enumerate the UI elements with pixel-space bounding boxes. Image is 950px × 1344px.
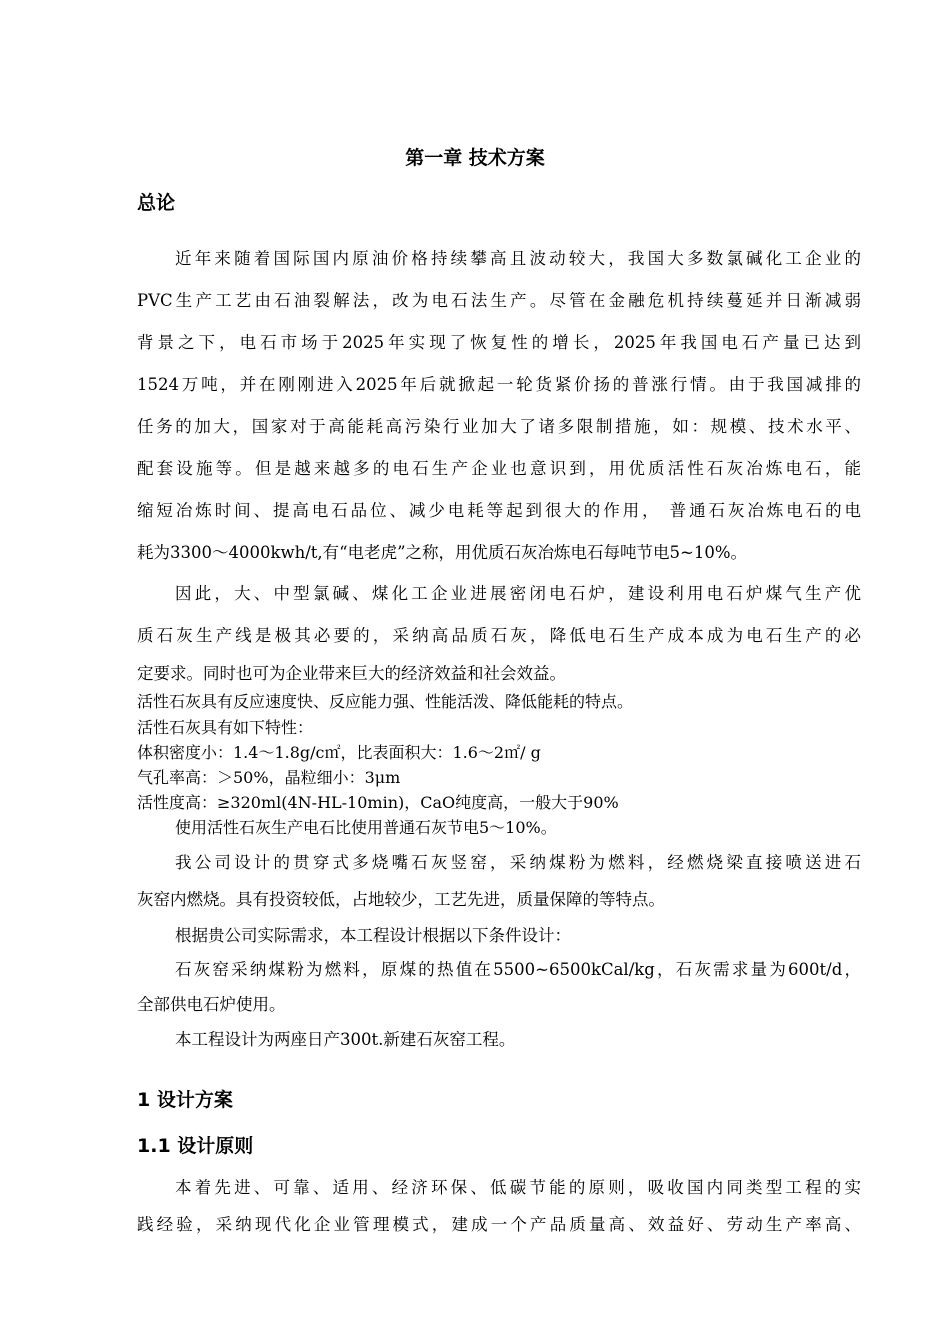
feature-line: 气孔率高：＞50%，晶粒细小：3μm: [137, 768, 401, 787]
paragraph-line: 背景之下，电石市场于2025年实现了恢复性的增长，2025年我国电石产量已达到: [137, 333, 861, 352]
paragraph-line: 本工程设计为两座日产300t.新建石灰窑工程。: [175, 1030, 516, 1049]
section-heading-1-1: 1.1 设计原则: [137, 1135, 254, 1157]
section-heading-general: 总论: [137, 192, 176, 214]
paragraph-line: 质石灰生产线是极其必要的，采纳高品质石灰，降低电石生产成本成为电石生产的必: [137, 626, 861, 645]
paragraph-line: 1524万吨，并在刚刚进入2025年后就掀起一轮货紧价扬的普涨行情。由于我国减排的: [137, 375, 861, 394]
paragraph-line: 根据贵公司实际需求，本工程设计根据以下条件设计：: [175, 926, 571, 945]
feature-line: 活性石灰具有反应速度快、反应能力强、性能活泼、降低能耗的特点。: [137, 692, 634, 711]
paragraph-line: 耗为3300～4000kwh/t,有“电老虎”之称，用优质石灰冶炼电石每吨节电5~10%。: [137, 543, 748, 562]
paragraph-line: 灰窑内燃烧。具有投资较低，占地较少，工艺先进，质量保障的等特点。: [137, 890, 665, 909]
feature-line: 活性度高：≥320ml(4N-HL-10min)，CaO纯度高，一般大于90%: [137, 793, 619, 812]
paragraph-line: 石灰窑采纳煤粉为燃料，原煤的热值在5500~6500kCal/kg，石灰需求量为600t/d，: [175, 960, 861, 979]
paragraph-line: PVC生产工艺由石油裂解法，改为电石法生产。尽管在金融危机持续蔓延并日渐减弱: [137, 291, 861, 310]
paragraph-line: 因此，大、中型氯碱、煤化工企业进展密闭电石炉，建设利用电石炉煤气生产优: [175, 584, 861, 603]
paragraph-line: 本着先进、可靠、适用、经济环保、低碳节能的原则，吸收国内同类型工程的实: [175, 1178, 861, 1197]
paragraph-line: 践经验，采纳现代化企业管理模式，建成一个产品质量高、效益好、劳动生产率高、: [137, 1215, 861, 1234]
paragraph-line: 近年来随着国际国内原油价格持续攀高且波动较大，我国大多数氯碱化工企业的: [175, 249, 861, 268]
paragraph-line: 全部供电石炉使用。: [137, 995, 286, 1014]
paragraph-line: 缩短冶炼时间、提高电石品位、减少电耗等起到很大的作用， 普通石灰冶炼电石的电: [137, 501, 861, 520]
paragraph-line: 我公司设计的贯穿式多烧嘴石灰竖窑，采纳煤粉为燃料，经燃烧梁直接喷送进石: [175, 853, 861, 872]
chapter-title: 第一章 技术方案: [405, 147, 545, 169]
paragraph-line: 定要求。同时也可为企业带来巨大的经济效益和社会效益。: [137, 664, 566, 683]
paragraph-line: 配套设施等。但是越来越多的电石生产企业也意识到，用优质活性石灰冶炼电石，能: [137, 459, 861, 478]
paragraph-line: 任务的加大，国家对于高能耗高污染行业加大了诸多限制措施，如：规模、技术水平、: [137, 417, 861, 436]
section-heading-1: 1 设计方案: [137, 1089, 233, 1111]
feature-line: 活性石灰具有如下特性：: [137, 718, 314, 737]
feature-line: 体积密度小：1.4～1.8g/c㎡，比表面积大：1.6～2㎡/ g: [137, 743, 541, 762]
feature-line: 使用活性石灰生产电石比使用普通石灰节电5～10%。: [175, 818, 557, 837]
